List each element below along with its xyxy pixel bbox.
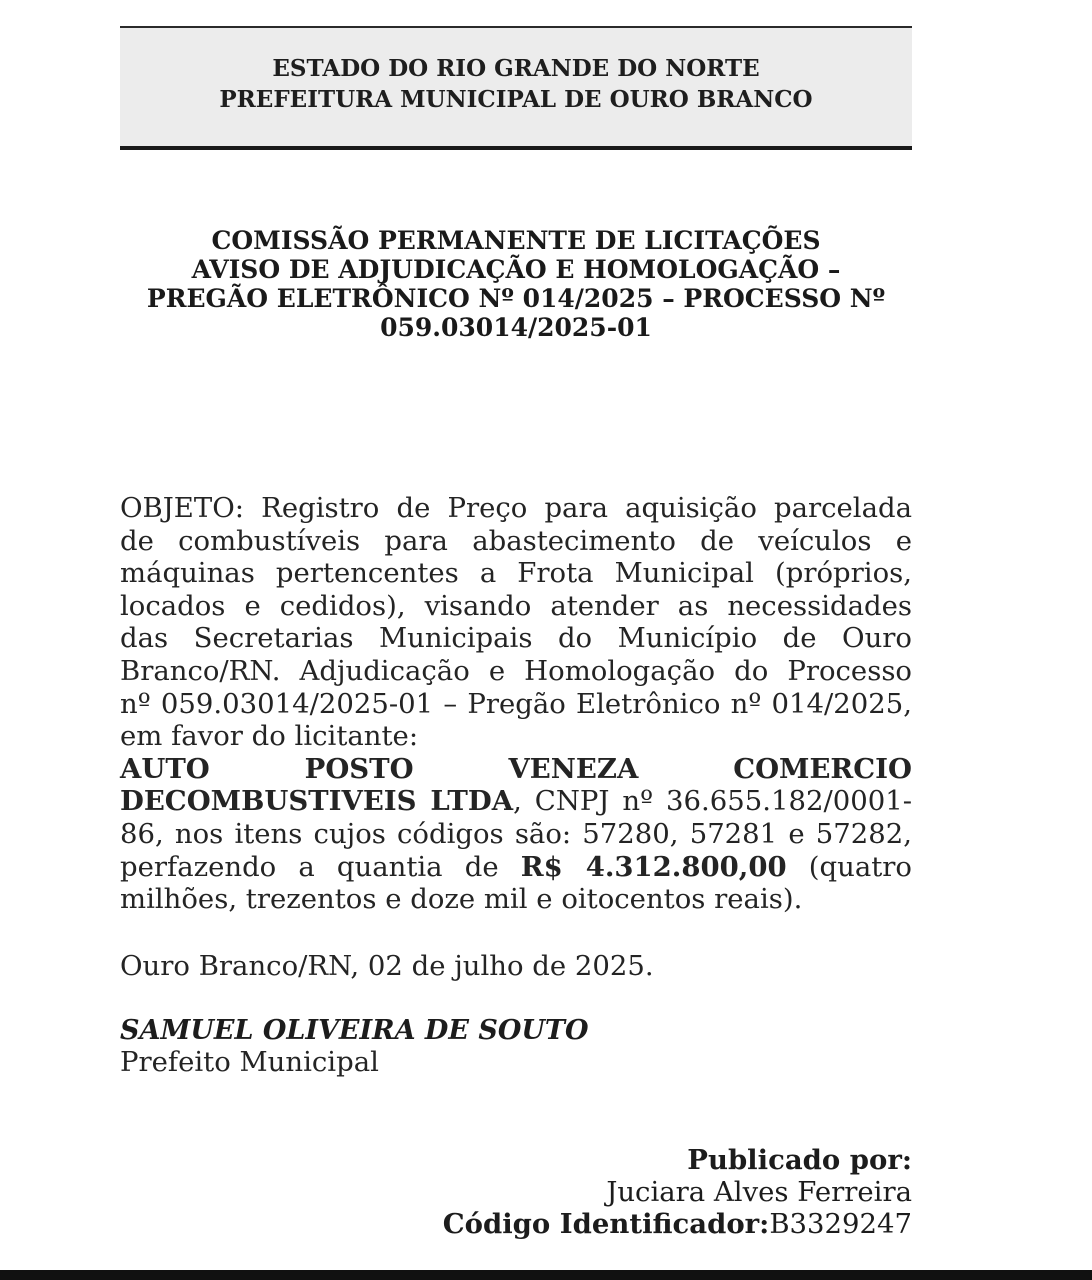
body-line: milhões, trezentos e doze mil e oitocentos reais). (120, 883, 803, 916)
date-line: Ouro Branco/RN, 02 de julho de 2025. (120, 950, 654, 982)
body-line: de combustíveis para abastecimento de veículos e (120, 524, 912, 557)
identifier-line (443, 1208, 912, 1240)
company-name-part-2: DECOMBUSTIVEIS LTDA (120, 785, 514, 818)
body-line: 86, nos itens cujos códigos são: 57280, 57281 e 57282, (120, 817, 912, 850)
body-line: das Secretarias Municipais do Município de Ouro (120, 622, 912, 655)
cnpj-text: , CNPJ nº 36.655.182/0001- (513, 785, 912, 818)
body-line: locados e cedidos), visando atender as necessidades (120, 589, 912, 622)
notice-body (120, 492, 912, 916)
published-by-label: Publicado por: (687, 1144, 912, 1176)
amount-prefix: perfazendo a quantia de (120, 850, 499, 883)
body-line: em favor do licitante: (120, 720, 419, 753)
identifier-code: B3329247 (769, 1208, 912, 1240)
amount-value: R$ 4.312.800,00 (520, 850, 787, 883)
state-name: ESTADO DO RIO GRANDE DO NORTE (272, 55, 760, 82)
notice-title (110, 226, 922, 342)
title-line-2: AVISO DE ADJUDICAÇÃO E HOMOLOGAÇÃO – (191, 255, 841, 284)
body-line: OBJETO: Registro de Preço para aquisição parcelada (120, 492, 912, 524)
publication-info (443, 1144, 912, 1240)
publisher-name: Juciara Alves Ferreira (606, 1176, 912, 1208)
municipality-name: PREFEITURA MUNICIPAL DE OURO BRANCO (219, 86, 813, 113)
body-line: nº 059.03014/2025-01 – Pregão Eletrônico nº 014/2025, (120, 687, 912, 720)
company-name-part-1: AUTO POSTO VENEZA COMERCIO (120, 752, 912, 785)
amount-line (120, 851, 912, 884)
amount-suffix: (quatro (808, 850, 912, 883)
title-line-3: PREGÃO ELETRÔNICO Nº 014/2025 – PROCESSO Nº (146, 284, 886, 313)
identifier-label: Código Identificador: (442, 1208, 770, 1240)
signer-role: Prefeito Municipal (120, 1046, 379, 1078)
body-line: máquinas pertencentes a Frota Municipal (próprios, (120, 557, 912, 590)
signer-name: SAMUEL OLIVEIRA DE SOUTO (120, 1015, 589, 1046)
title-line-4: 059.03014/2025-01 (380, 313, 652, 342)
company-cnpj-line (120, 785, 912, 818)
bottom-edge-bar (0, 1270, 1092, 1280)
body-line: Branco/RN. Adjudicação e Homologação do Processo (120, 654, 912, 687)
document-header (120, 26, 912, 150)
title-line-1: COMISSÃO PERMANENTE DE LICITAÇÕES (211, 226, 821, 255)
